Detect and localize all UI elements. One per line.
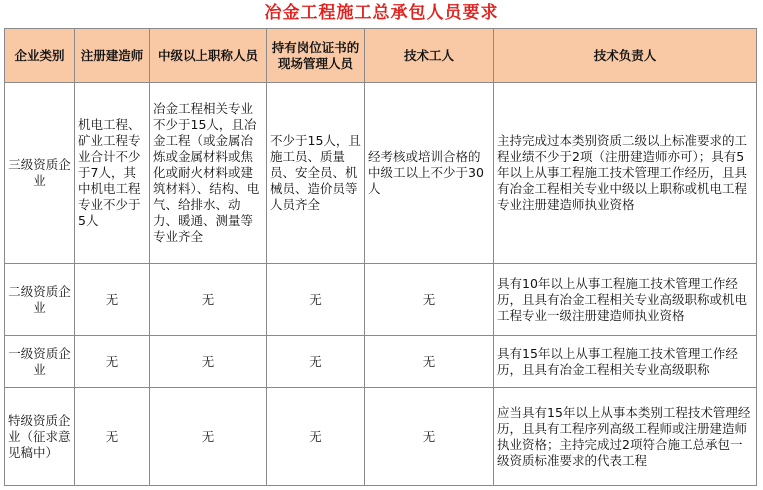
header-category: 企业类别 <box>5 29 75 83</box>
header-technical-workers: 技术工人 <box>365 29 494 83</box>
header-titled-staff: 中级以上职称人员 <box>150 29 267 83</box>
site-management-cell: 无 <box>267 336 365 388</box>
technical-lead-cell: 主持完成过本类别资质二级以上标准要求的工程业绩不少于2项（注册建造师亦可）；具有5年以上从事工程施工技术管理工作经历，且具有冶金工程相关专业中级以上职称或机电工程专业注册建造师执业资格 <box>494 83 757 264</box>
page-title: 冶金工程施工总承包人员要求 <box>264 3 499 23</box>
site-management-cell: 无 <box>267 388 365 486</box>
site-management-cell: 无 <box>267 264 365 336</box>
builder-cell: 无 <box>75 388 150 486</box>
category-cell: 特级资质企业（征求意见稿中） <box>5 388 75 486</box>
header-builder: 注册建造师 <box>75 29 150 83</box>
technical-workers-cell: 经考核或培训合格的中级工以上不少于30人 <box>365 83 494 264</box>
table-row <box>5 264 757 336</box>
table-row <box>5 83 757 264</box>
site-management-cell: 不少于15人，且施工员、质量员、安全员、机械员、造价员等人员齐全 <box>267 83 365 264</box>
technical-workers-cell: 无 <box>365 388 494 486</box>
header-row <box>5 29 757 83</box>
table-row <box>5 336 757 388</box>
category-cell: 一级资质企业 <box>5 336 75 388</box>
technical-lead-cell: 应当具有15年以上从事本类别工程技术管理经历，且具有工程序列高级工程师或注册建造师执业资格；主持完成过2项符合施工总承包一级资质标准要求的代表工程 <box>494 388 757 486</box>
header-site-management: 持有岗位证书的现场管理人员 <box>267 29 365 83</box>
category-cell: 三级资质企业 <box>5 83 75 264</box>
technical-lead-cell: 具有10年以上从事工程施工技术管理工作经历，且具有冶金工程相关专业高级职称或机电工程专业一级注册建造师执业资格 <box>494 264 757 336</box>
technical-workers-cell: 无 <box>365 264 494 336</box>
titled-staff-cell: 无 <box>150 388 267 486</box>
builder-cell: 无 <box>75 336 150 388</box>
builder-cell: 无 <box>75 264 150 336</box>
builder-cell: 机电工程、矿业工程专业合计不少于7人，其中机电工程专业不少于5人 <box>75 83 150 264</box>
header-technical-lead: 技术负责人 <box>494 29 757 83</box>
titled-staff-cell: 无 <box>150 336 267 388</box>
technical-lead-cell: 具有15年以上从事工程施工技术管理工作经历，且具有冶金工程相关专业高级职称 <box>494 336 757 388</box>
titled-staff-cell: 冶金工程相关专业不少于15人，且冶金工程（或金属冶炼或金属材料或焦化或耐火材料或建筑材料）、结构、电气、给排水、动力、暖通、测量等专业齐全 <box>150 83 267 264</box>
table-row <box>5 388 757 486</box>
category-cell: 二级资质企业 <box>5 264 75 336</box>
titled-staff-cell: 无 <box>150 264 267 336</box>
technical-workers-cell: 无 <box>365 336 494 388</box>
requirements-table <box>4 28 757 486</box>
